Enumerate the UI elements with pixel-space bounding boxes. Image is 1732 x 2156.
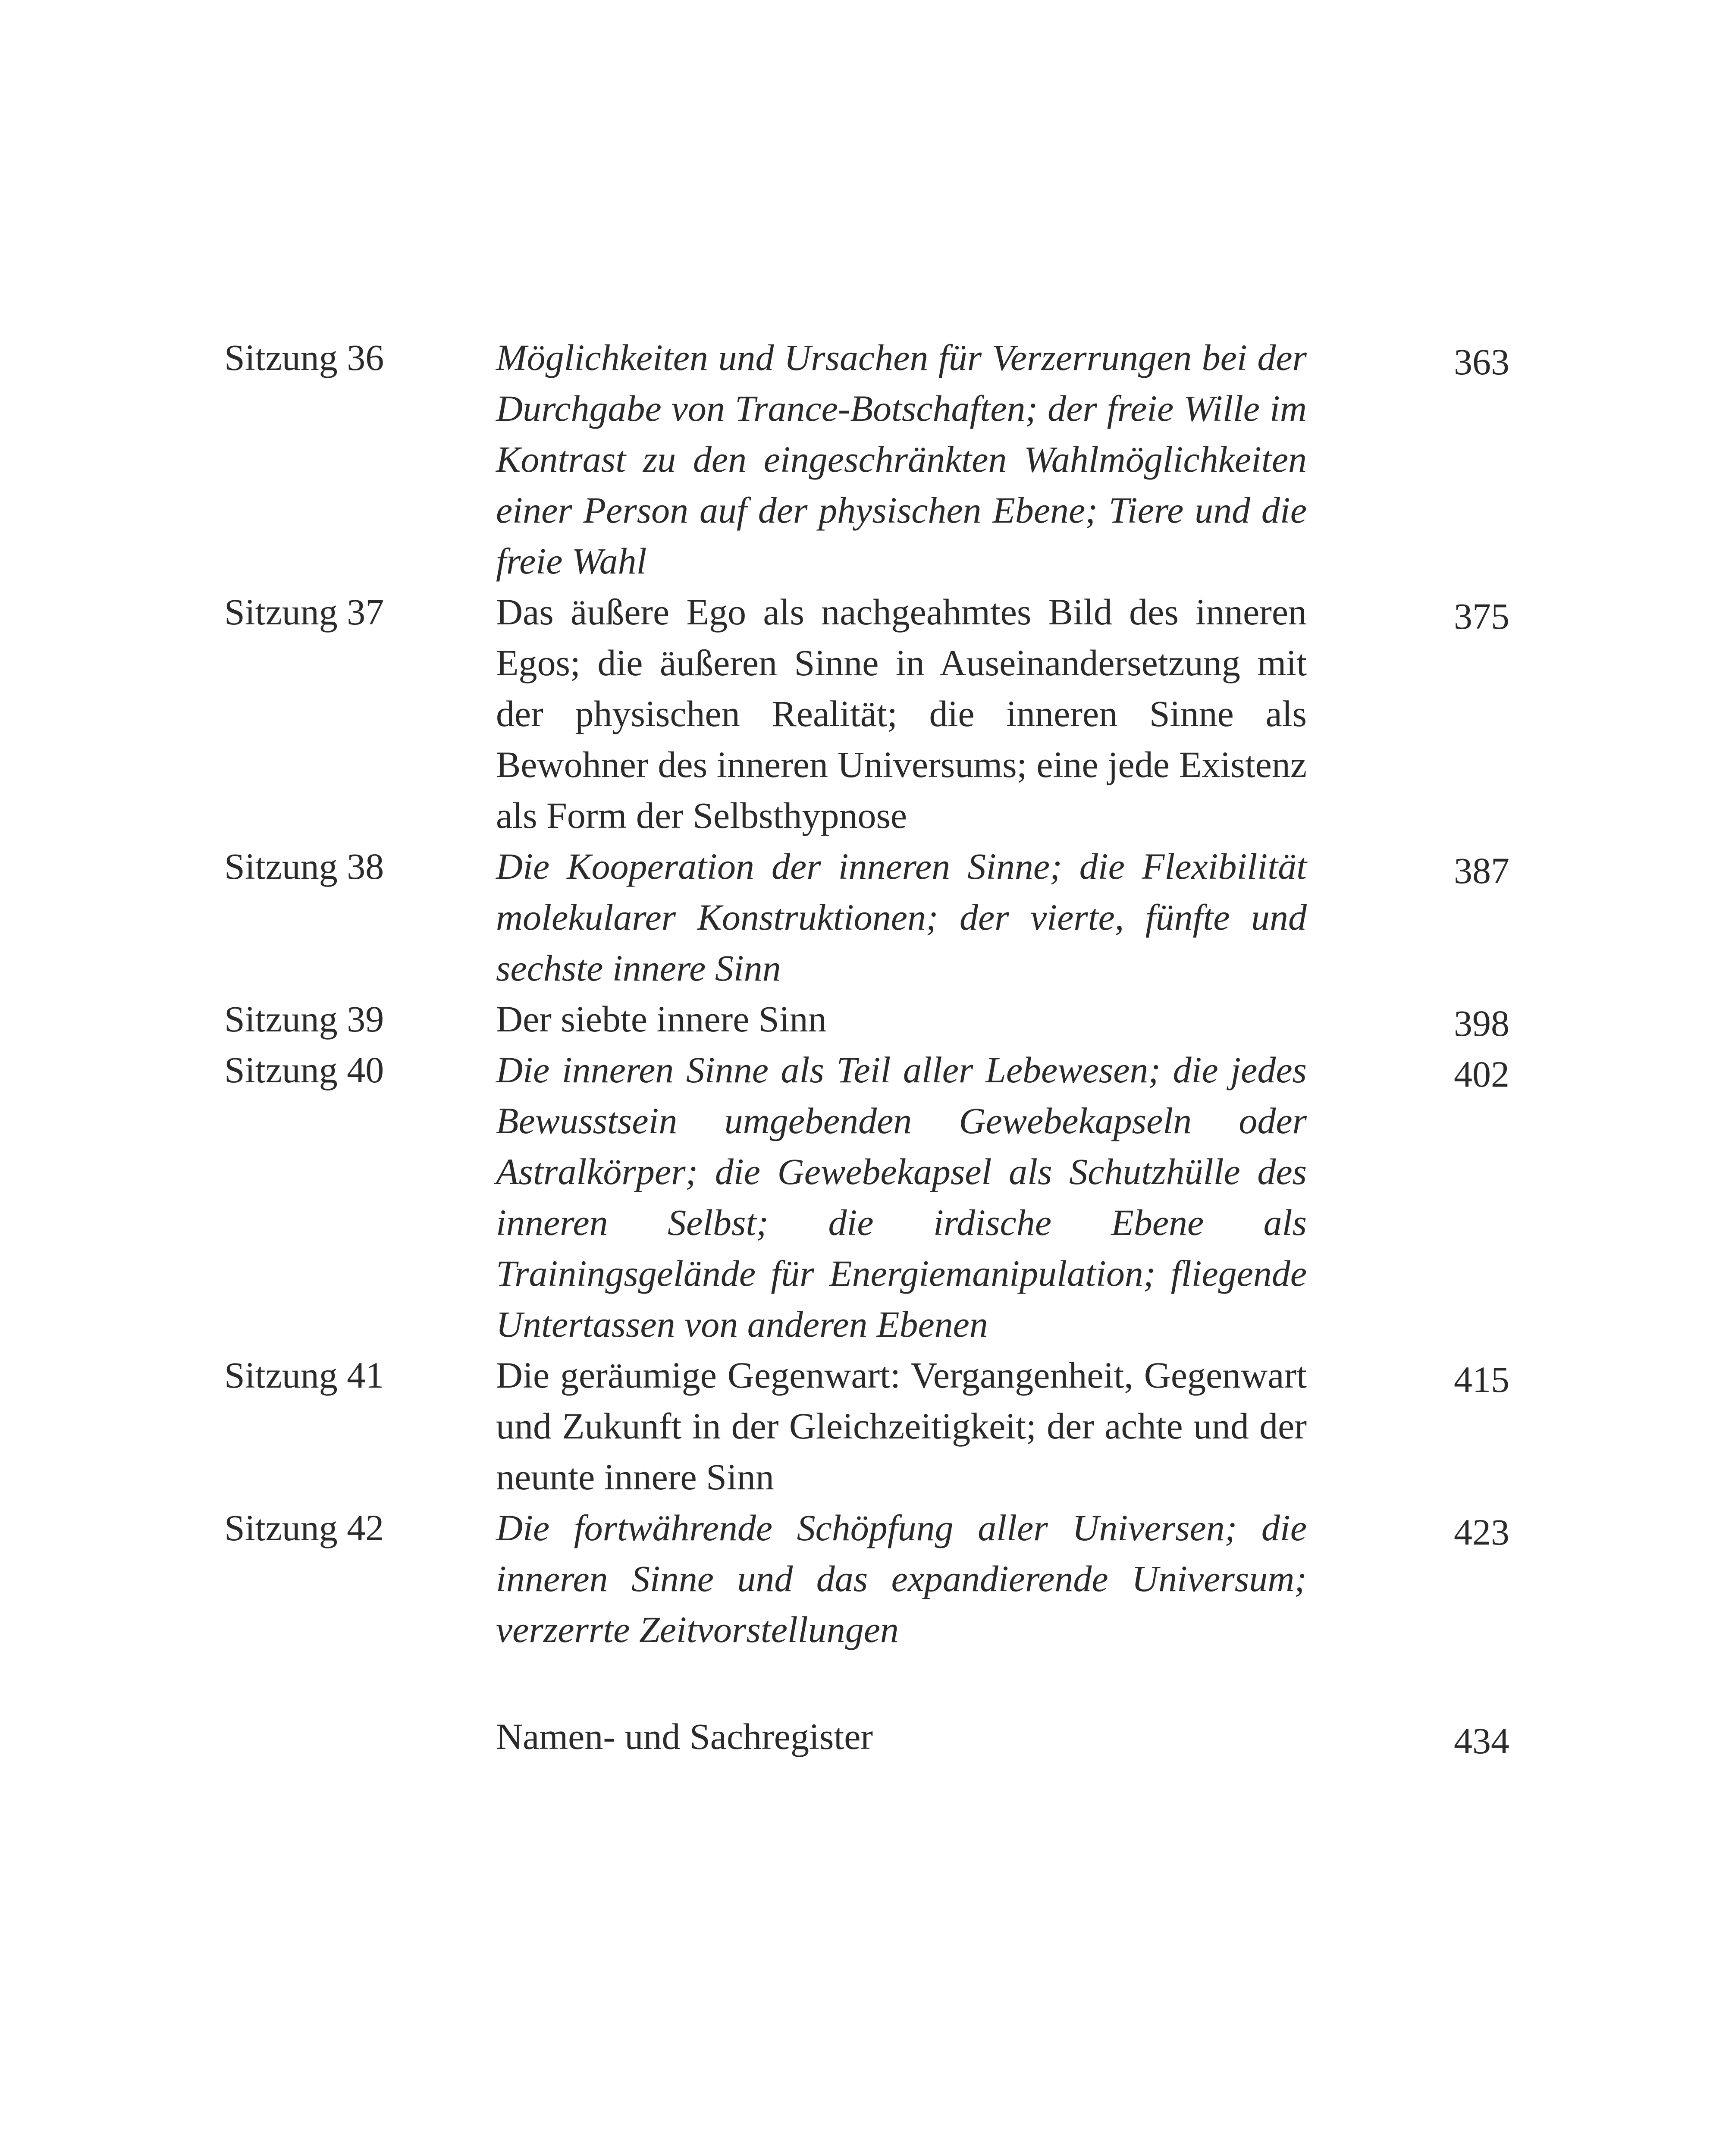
toc-entry-sitzung-36[interactable]	[224, 332, 1509, 586]
session-label: Sitzung 38	[224, 846, 384, 887]
table-of-contents	[224, 332, 1509, 1762]
session-label: Sitzung 36	[224, 337, 384, 378]
toc-entry-sitzung-38[interactable]	[224, 841, 1509, 993]
session-description: Die geräumige Gegenwart: Vergangenheit, Gegenwart und Zukunft in der Gleichzeitigkeit; der achte und der neunte innere Sinn	[496, 1354, 1307, 1498]
page-number: 363	[1454, 341, 1509, 382]
toc-entry-sitzung-42[interactable]	[224, 1502, 1509, 1655]
page-number: 434	[1454, 1720, 1509, 1761]
session-label: Sitzung 39	[224, 998, 384, 1040]
toc-entry-sitzung-39[interactable]	[224, 993, 1509, 1044]
session-description: Möglichkeiten und Ursachen für Verzerrungen bei der Durchgabe von Trance-Botschaften; der freie Wille im Kontrast zu den eingeschränkten Wahlmöglichkeiten einer Person auf der physischen Ebene; Tiere und die freie Wahl	[496, 337, 1307, 582]
session-description: Das äußere Ego als nachgeahmtes Bild des inneren Egos; die äußeren Sinne in Auseinandersetzung mit der physischen Realität; die inneren Sinne als Bewohner des inneren Universums; eine jede Existenz als Form der Selbsthypnose	[496, 591, 1307, 836]
toc-entry-register[interactable]	[224, 1711, 1509, 1762]
toc-entry-sitzung-41[interactable]	[224, 1350, 1509, 1502]
session-description: Der siebte innere Sinn	[496, 998, 827, 1040]
page-number: 375	[1454, 595, 1509, 637]
session-description: Die fortwährende Schöpfung aller Universen; die inneren Sinne und das expandierende Universum; verzerrte Zeitvorstellungen	[496, 1507, 1307, 1650]
register-title: Namen- und Sachregister	[496, 1716, 873, 1757]
session-description: Die inneren Sinne als Teil aller Lebewesen; die jedes Bewusstsein umgebenden Gewebekapseln oder Astralkörper; die Gewebekapsel als Schutzhülle des inneren Selbst; die irdische Ebene als Trainingsgelände für Energiemanipulation; fliegende Untertassen von anderen Ebenen	[496, 1049, 1307, 1345]
session-description: Die Kooperation der inneren Sinne; die Flexibilität molekularer Konstruktionen; der vierte, fünfte und sechste innere Sinn	[496, 846, 1307, 989]
page-number: 415	[1454, 1359, 1509, 1400]
page-number: 387	[1454, 850, 1509, 891]
page-number: 402	[1454, 1053, 1509, 1095]
session-label: Sitzung 40	[224, 1049, 384, 1091]
toc-entry-sitzung-37[interactable]	[224, 586, 1509, 841]
session-label: Sitzung 42	[224, 1507, 384, 1548]
page-number: 423	[1454, 1511, 1509, 1553]
page-number: 398	[1454, 1003, 1509, 1044]
session-label: Sitzung 37	[224, 591, 384, 633]
session-label: Sitzung 41	[224, 1354, 384, 1396]
toc-entry-sitzung-40[interactable]	[224, 1044, 1509, 1350]
